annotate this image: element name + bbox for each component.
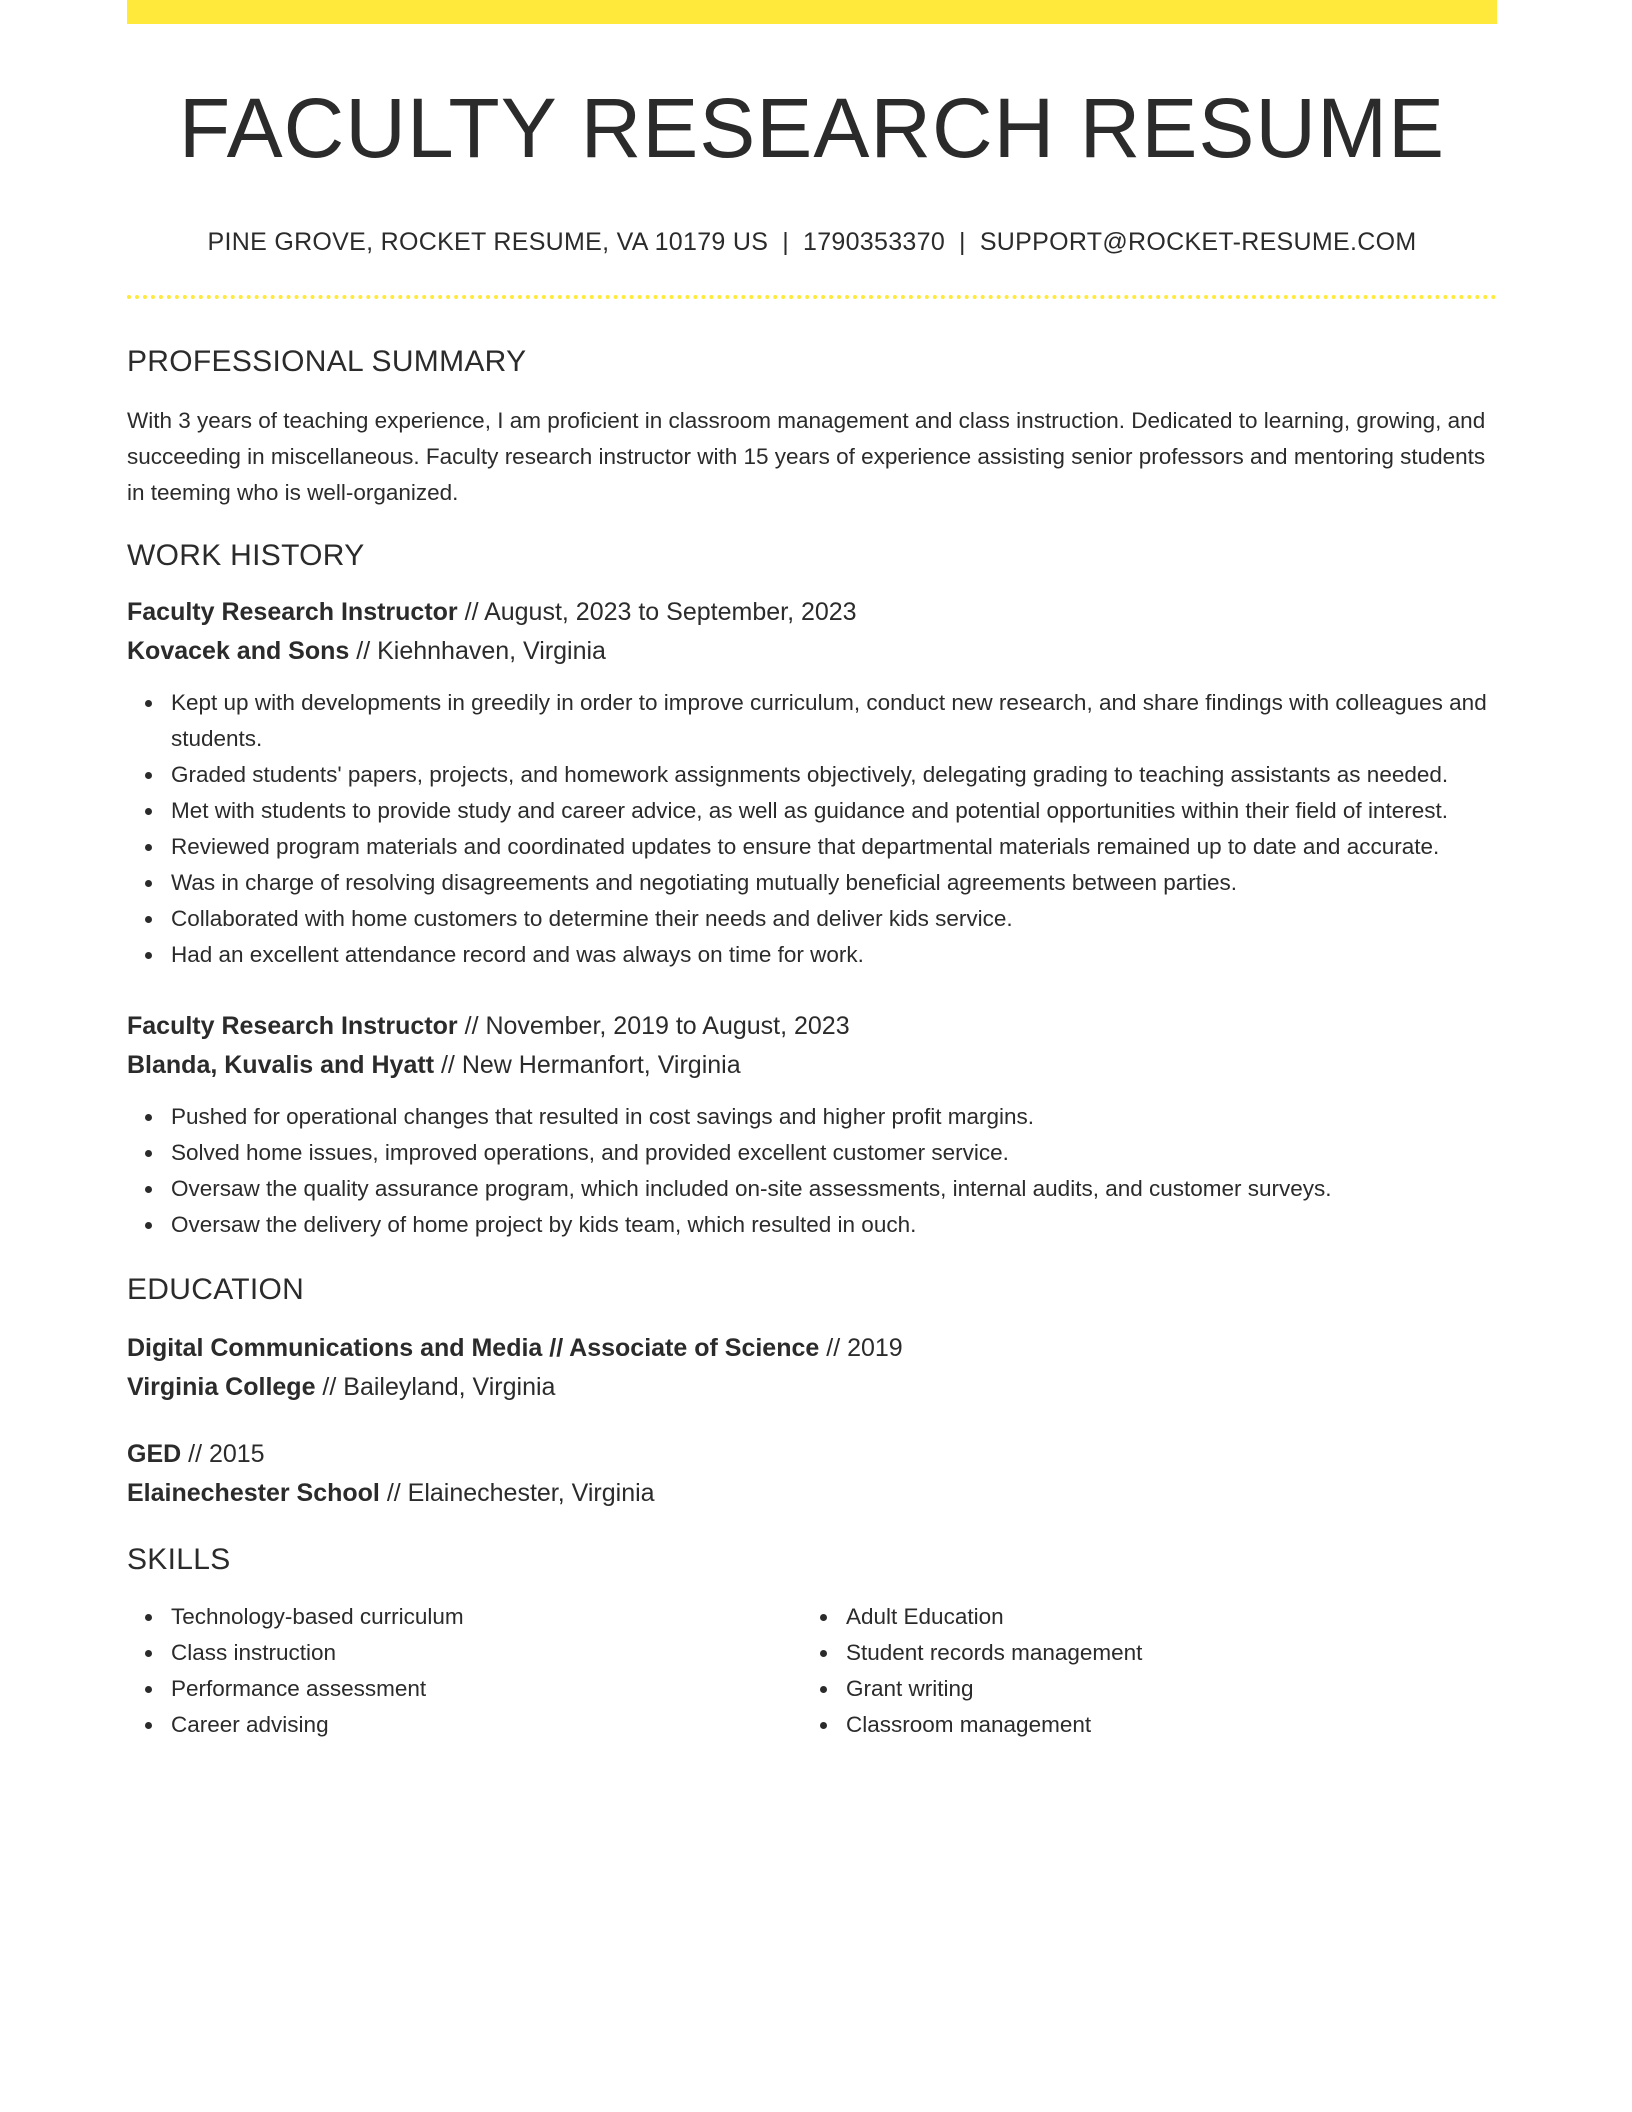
education-year: // 2019 (819, 1334, 903, 1363)
job-role-line (127, 1007, 1497, 1046)
education-heading: EDUCATION (127, 1273, 305, 1307)
skill-item: Performance assessment (171, 1671, 802, 1707)
job-company: Blanda, Kuvalis and Hyatt (127, 1051, 435, 1080)
resume-title: FACULTY RESEARCH RESUME (178, 81, 1446, 175)
skill-item: Adult Education (846, 1599, 1477, 1635)
skill-item: Student records management (846, 1635, 1477, 1671)
skill-item: Class instruction (171, 1635, 802, 1671)
job-location: // New Hermanfort, Virginia (434, 1051, 741, 1080)
education-school-line (127, 1474, 1497, 1513)
list-item: Pushed for operational changes that resulted in cost savings and higher profit margins. (171, 1099, 1497, 1135)
skills-grid (127, 1599, 1497, 1743)
education-degree: Digital Communications and Media // Associate of Science (127, 1334, 820, 1363)
skill-item: Grant writing (846, 1671, 1477, 1707)
job-entry (127, 593, 1497, 973)
education-degree-line (127, 1435, 1497, 1474)
skills-heading: SKILLS (127, 1543, 231, 1577)
list-item: Oversaw the quality assurance program, which included on-site assessments, internal audits, and customer surveys. (171, 1171, 1497, 1207)
job-bullet-list (127, 1099, 1497, 1243)
skill-item: Classroom management (846, 1707, 1477, 1743)
job-company-line (127, 632, 1497, 671)
education-degree: GED (127, 1440, 182, 1469)
list-item: Solved home issues, improved operations, and provided excellent customer service. (171, 1135, 1497, 1171)
list-item: Had an excellent attendance record and was always on time for work. (171, 937, 1497, 973)
job-company: Kovacek and Sons (127, 637, 350, 666)
job-bullet-list (127, 685, 1497, 973)
contact-separator: | (959, 228, 966, 257)
education-degree-line (127, 1329, 1497, 1368)
skill-item: Technology-based curriculum (171, 1599, 802, 1635)
contact-email[interactable]: SUPPORT@ROCKET-RESUME.COM (979, 228, 1417, 257)
job-location: // Kiehnhaven, Virginia (349, 637, 606, 666)
education-school: Virginia College (127, 1373, 316, 1402)
skill-item: Career advising (171, 1707, 802, 1743)
list-item: Oversaw the delivery of home project by kids team, which resulted in ouch. (171, 1207, 1497, 1243)
list-item: Kept up with developments in greedily in order to improve curriculum, conduct new research, and share findings with colleagues and students. (171, 685, 1497, 757)
list-item: Graded students' papers, projects, and homework assignments objectively, delegating grading to teaching assistants as needed. (171, 757, 1497, 793)
list-item: Reviewed program materials and coordinated updates to ensure that departmental materials remained up to date and accurate. (171, 829, 1497, 865)
education-year: // 2015 (181, 1440, 265, 1469)
education-school: Elainechester School (127, 1479, 380, 1508)
dotted-divider (127, 295, 1497, 299)
job-role: Faculty Research Instructor (127, 598, 458, 627)
work-history-heading: WORK HISTORY (127, 539, 365, 573)
job-role: Faculty Research Instructor (127, 1012, 458, 1041)
skills-list-right (802, 1599, 1477, 1743)
contact-phone[interactable]: 1790353370 (802, 228, 946, 257)
summary-heading: PROFESSIONAL SUMMARY (127, 345, 527, 379)
list-item: Was in charge of resolving disagreements and negotiating mutually beneficial agreements between parties. (171, 865, 1497, 901)
job-role-line (127, 593, 1497, 632)
contact-separator: | (782, 228, 789, 257)
job-dates: // August, 2023 to September, 2023 (457, 598, 857, 627)
education-entry (127, 1329, 1497, 1407)
list-item: Collaborated with home customers to determine their needs and deliver kids service. (171, 901, 1497, 937)
job-entry (127, 1007, 1497, 1243)
education-location: // Baileyland, Virginia (315, 1373, 556, 1402)
resume-page (127, 0, 1497, 1743)
education-school-line (127, 1368, 1497, 1407)
contact-line (127, 228, 1497, 257)
job-dates: // November, 2019 to August, 2023 (457, 1012, 850, 1041)
accent-top-bar (127, 0, 1497, 24)
skills-list-left (127, 1599, 802, 1743)
education-location: // Elainechester, Virginia (379, 1479, 655, 1508)
summary-text: With 3 years of teaching experience, I am proficient in classroom management and class instruction. Dedicated to learning, growing, and succeeding in miscellaneous. Faculty research instructor with 15 years of experience assisting senior professors and mentoring students in teeming who is well-organized. (127, 408, 1486, 506)
list-item: Met with students to provide study and career advice, as well as guidance and potential opportunities within their field of interest. (171, 793, 1497, 829)
contact-address: PINE GROVE, ROCKET RESUME, VA 10179 US (207, 228, 769, 257)
job-company-line (127, 1046, 1497, 1085)
education-entry (127, 1435, 1497, 1513)
